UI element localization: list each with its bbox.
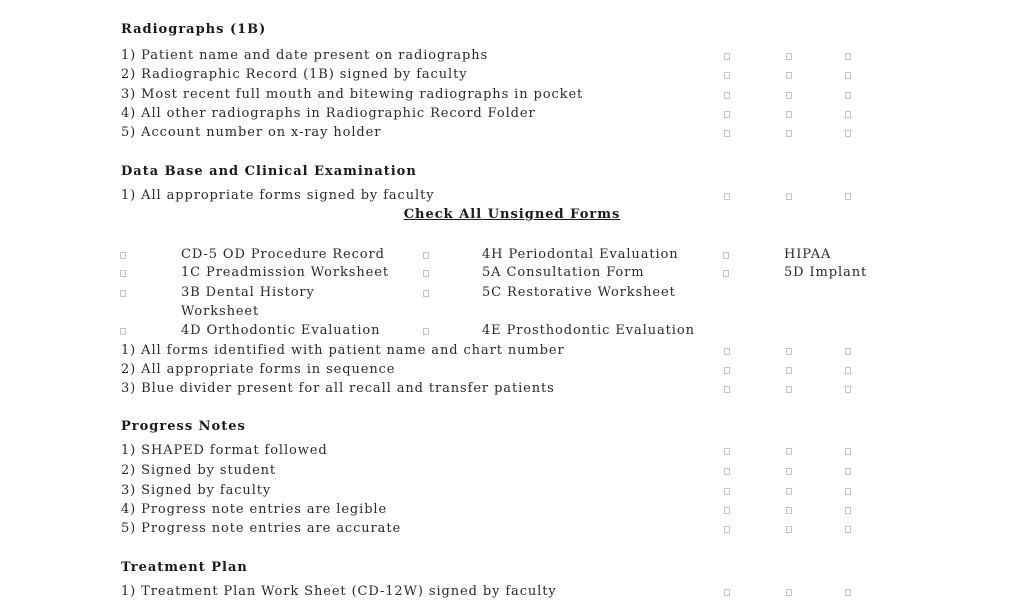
form-checkbox[interactable]: [423, 328, 429, 335]
status-checkbox[interactable]: [724, 72, 730, 79]
checklist-item: 1) SHAPED format followed: [121, 443, 328, 458]
status-checkbox[interactable]: [786, 92, 792, 99]
status-checkbox[interactable]: [845, 130, 851, 137]
unsigned-forms-title: Check All Unsigned Forms: [403, 207, 621, 222]
section-title-progress-notes: Progress Notes: [121, 419, 246, 434]
form-label: 5A Consultation Form: [482, 265, 645, 280]
form-checkbox[interactable]: [120, 252, 126, 259]
status-checkbox[interactable]: [845, 92, 851, 99]
form-checkbox[interactable]: [120, 290, 126, 297]
status-checkbox[interactable]: [724, 111, 730, 118]
form-label: 4D Orthodontic Evaluation: [181, 323, 381, 338]
status-checkbox[interactable]: [724, 92, 730, 99]
checklist-item: 4) All other radiographs in Radiographic Record Folder: [121, 106, 536, 121]
form-label: CD-5 OD Procedure Record: [181, 247, 385, 262]
checklist-item: 5) Account number on x-ray holder: [121, 125, 382, 140]
checklist-item: 3) Blue divider present for all recall and transfer patients: [121, 381, 555, 396]
form-label: 5D Implant: [784, 265, 868, 280]
checklist-item: 3) Most recent full mouth and bitewing radiographs in pocket: [121, 87, 584, 102]
status-checkbox[interactable]: [724, 468, 730, 475]
section-title-radiographs: Radiographs (1B): [121, 22, 267, 37]
status-checkbox[interactable]: [845, 193, 851, 200]
status-checkbox[interactable]: [845, 386, 851, 393]
status-checkbox[interactable]: [845, 468, 851, 475]
status-checkbox[interactable]: [786, 589, 792, 596]
status-checkbox[interactable]: [724, 507, 730, 514]
checklist-item: 2) All appropriate forms in sequence: [121, 362, 396, 377]
section-title-database: Data Base and Clinical Examination: [121, 164, 417, 179]
form-checkbox[interactable]: [423, 290, 429, 297]
status-checkbox[interactable]: [845, 589, 851, 596]
status-checkbox[interactable]: [724, 193, 730, 200]
checklist-item: 1) All forms identified with patient name and chart number: [121, 343, 565, 358]
section-title-treatment-plan: Treatment Plan: [121, 560, 248, 575]
status-checkbox[interactable]: [786, 526, 792, 533]
status-checkbox[interactable]: [786, 193, 792, 200]
status-checkbox[interactable]: [724, 488, 730, 495]
form-label: 4E Prosthodontic Evaluation: [482, 323, 695, 338]
status-checkbox[interactable]: [786, 488, 792, 495]
status-checkbox[interactable]: [786, 348, 792, 355]
status-checkbox[interactable]: [786, 468, 792, 475]
form-checkbox[interactable]: [723, 252, 729, 259]
status-checkbox[interactable]: [724, 53, 730, 60]
status-checkbox[interactable]: [845, 526, 851, 533]
status-checkbox[interactable]: [845, 111, 851, 118]
checklist-item: 4) Progress note entries are legible: [121, 502, 388, 517]
form-checkbox[interactable]: [723, 270, 729, 277]
form-label: Worksheet: [181, 304, 260, 319]
form-label: 3B Dental History: [181, 285, 315, 300]
status-checkbox[interactable]: [786, 130, 792, 137]
status-checkbox[interactable]: [724, 130, 730, 137]
checklist-item: 1) Treatment Plan Work Sheet (CD-12W) signed by faculty: [121, 584, 557, 599]
status-checkbox[interactable]: [845, 72, 851, 79]
checklist-item: 1) Patient name and date present on radiographs: [121, 48, 489, 63]
status-checkbox[interactable]: [845, 53, 851, 60]
status-checkbox[interactable]: [786, 448, 792, 455]
form-checkbox[interactable]: [423, 270, 429, 277]
checklist-item: 1) All appropriate forms signed by faculty: [121, 188, 435, 203]
form-checkbox[interactable]: [120, 270, 126, 277]
status-checkbox[interactable]: [786, 367, 792, 374]
status-checkbox[interactable]: [724, 526, 730, 533]
form-checkbox[interactable]: [423, 252, 429, 259]
status-checkbox[interactable]: [786, 72, 792, 79]
status-checkbox[interactable]: [845, 448, 851, 455]
form-label: HIPAA: [784, 247, 832, 262]
form-label: 5C Restorative Worksheet: [482, 285, 676, 300]
status-checkbox[interactable]: [724, 367, 730, 374]
checklist-item: 5) Progress note entries are accurate: [121, 521, 402, 536]
checklist-item: 2) Signed by student: [121, 463, 277, 478]
checklist-item: 2) Radiographic Record (1B) signed by faculty: [121, 67, 468, 82]
form-label: 1C Preadmission Worksheet: [181, 265, 389, 280]
status-checkbox[interactable]: [786, 386, 792, 393]
status-checkbox[interactable]: [724, 386, 730, 393]
status-checkbox[interactable]: [786, 111, 792, 118]
status-checkbox[interactable]: [845, 488, 851, 495]
status-checkbox[interactable]: [786, 53, 792, 60]
status-checkbox[interactable]: [786, 507, 792, 514]
form-label: 4H Periodontal Evaluation: [482, 247, 679, 262]
status-checkbox[interactable]: [845, 348, 851, 355]
status-checkbox[interactable]: [724, 348, 730, 355]
checklist-item: 3) Signed by faculty: [121, 483, 272, 498]
form-checkbox[interactable]: [120, 328, 126, 335]
status-checkbox[interactable]: [724, 589, 730, 596]
status-checkbox[interactable]: [845, 367, 851, 374]
status-checkbox[interactable]: [845, 507, 851, 514]
status-checkbox[interactable]: [724, 448, 730, 455]
